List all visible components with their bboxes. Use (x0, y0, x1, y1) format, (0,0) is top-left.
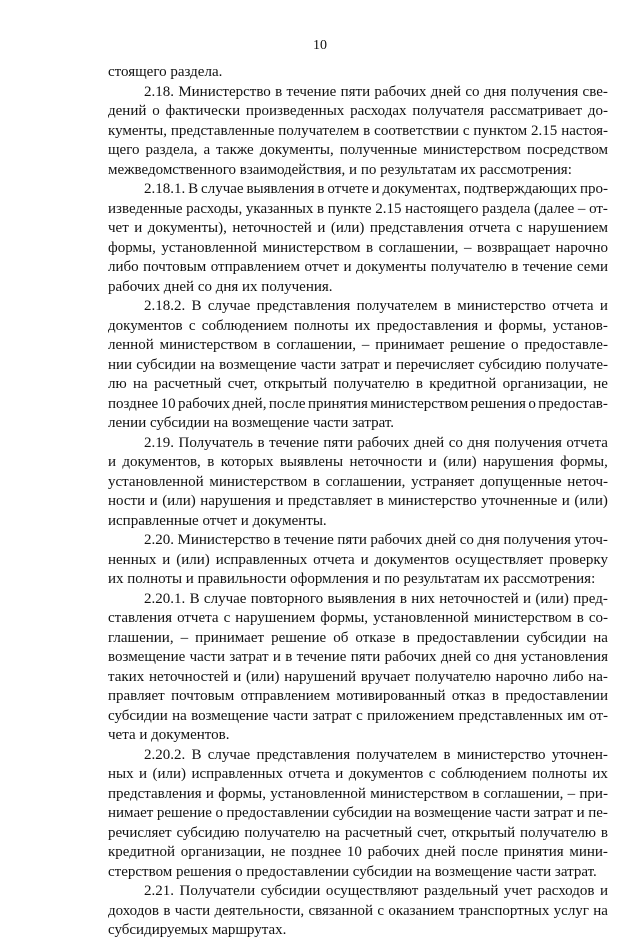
text-line: правляет почтовым отправлением мотивированный отказ в предоставлении (108, 688, 608, 704)
text-line: лении субсидии на возмещение части затрат. (108, 415, 395, 431)
text-line: щего раздела, а также документы, полученные министерством посредством (108, 142, 608, 158)
text-line: изведенные расходы, указанных в пункте 2.15 настоящего раздела (далее – от- (108, 200, 608, 217)
paragraph-2-18-1 (108, 180, 608, 297)
paragraph-2-20-2 (108, 746, 608, 883)
text-line: нимает решение о предоставлении субсидии на возмещение части затрат и пе- (108, 805, 608, 821)
text-line: 2.18. Министерство в течение пяти рабочих дней со дня получения све- (144, 83, 608, 100)
text-line: дений о фактически произведенных расходах получателя рассматривает до- (108, 103, 608, 119)
text-line: возмещение части затрат и в течение пяти рабочих дней со дня установления (108, 649, 608, 665)
paragraph-2-20-1 (108, 590, 608, 746)
text-line: межведомственного взаимодействия, и по результатам их рассмотрения: (108, 161, 572, 178)
text-line: субсидии на возмещение части затрат с приложением представленных им от- (108, 707, 608, 724)
text-line: 2.20.1. В случае повторного выявления в них неточностей и (или) пред- (144, 590, 608, 607)
text-line: 2.18.1. В случае выявления в отчете и документах, подтверждающих про- (144, 181, 608, 197)
text-line: субсидируемых маршрутах. (108, 922, 287, 938)
text-line: их полноты и правильности оформления и по результатам их рассмотрения: (108, 571, 596, 587)
paragraph-2-18-2 (108, 297, 608, 434)
document-body (108, 63, 608, 941)
text-line: ности и (или) нарушения и представляет в министерство уточненные и (или) (108, 493, 608, 509)
text-line: чет и документы), неточностей и (или) представления отчета с нарушением (108, 220, 608, 236)
paragraph-2-21 (108, 882, 608, 941)
text-line: чета и документов. (108, 727, 230, 743)
text-line: доходов в части деятельности, связанной с оказанием транспортных услуг на (108, 902, 608, 919)
text-line: 2.21. Получатели субсидии осуществляют раздельный учет расходов и (144, 883, 608, 899)
text-line: ных и (или) исправленных отчета и документов с соблюдением полноты их (108, 766, 608, 782)
text-line: 2.18.2. В случае представления получателем в министерство отчета и (144, 298, 608, 314)
text-line: стоящего раздела. (108, 64, 223, 80)
text-line: либо почтовым отправлением отчет и документы получателю в течение семи (108, 259, 608, 275)
text-line: 2.20. Министерство в течение пяти рабочих дней со дня получения уточ- (144, 532, 608, 548)
text-line: таких неточностей и (или) нарушений вручает получателю нарочно либо на- (108, 668, 608, 685)
text-line: глашении, – принимает решение об отказе в предоставлении субсидии на (108, 629, 608, 646)
text-line: кументы, представленные получателем в соответствии с пунктом 2.15 настоя- (108, 122, 608, 139)
text-line: 2.20.2. В случае представления получателем в министерство уточнен- (144, 746, 608, 763)
text-line: стерством решения о предоставлении субсидии на возмещение части затрат. (108, 863, 597, 880)
text-line: исправленные отчет и документы. (108, 512, 327, 529)
text-line: ленной министерством в соглашении, – принимает решение о предоставле- (108, 337, 608, 353)
paragraph-2-19 (108, 434, 608, 532)
text-line: установленной министерством в соглашении, устраняет допущенные неточ- (108, 473, 608, 490)
text-line: кредитной организации, не позднее 10 рабочих дней после принятия мини- (108, 844, 608, 860)
text-line: лю на расчетный счет, открытый получателю в кредитной организации, не (108, 376, 608, 392)
text-line: речисляет субсидию получателю на расчетный счет, открытый получателю в (108, 824, 608, 841)
text-line: позднее 10 рабочих дней, после принятия министерством решения о предостав- (108, 395, 608, 412)
text-line: документов с соблюдением полноты их предоставления и формы, установ- (108, 317, 608, 334)
text-line: формы, установленной министерством в соглашении, – возвращает нарочно (108, 239, 608, 256)
paragraph-continuation (108, 63, 608, 83)
text-line: представления и формы, установленной министерством в соглашении, – при- (108, 785, 608, 802)
page-number: 10 (313, 38, 327, 53)
text-line: 2.19. Получатель в течение пяти рабочих дней со дня получения отчета (144, 434, 608, 451)
text-line: и документов, в которых выявлены неточности и (или) нарушения формы, (108, 454, 608, 470)
paragraph-2-20 (108, 531, 608, 590)
text-line: ненных и (или) исправленных отчета и документов осуществляет проверку (108, 551, 608, 568)
text-line: нии субсидии на возмещение части затрат и перечисляет субсидию получате- (108, 356, 608, 373)
paragraph-2-18 (108, 83, 608, 181)
text-line: рабочих дней со дня их получения. (108, 278, 333, 295)
text-line: ставления отчета с нарушением формы, установленной министерством в со- (108, 610, 608, 626)
